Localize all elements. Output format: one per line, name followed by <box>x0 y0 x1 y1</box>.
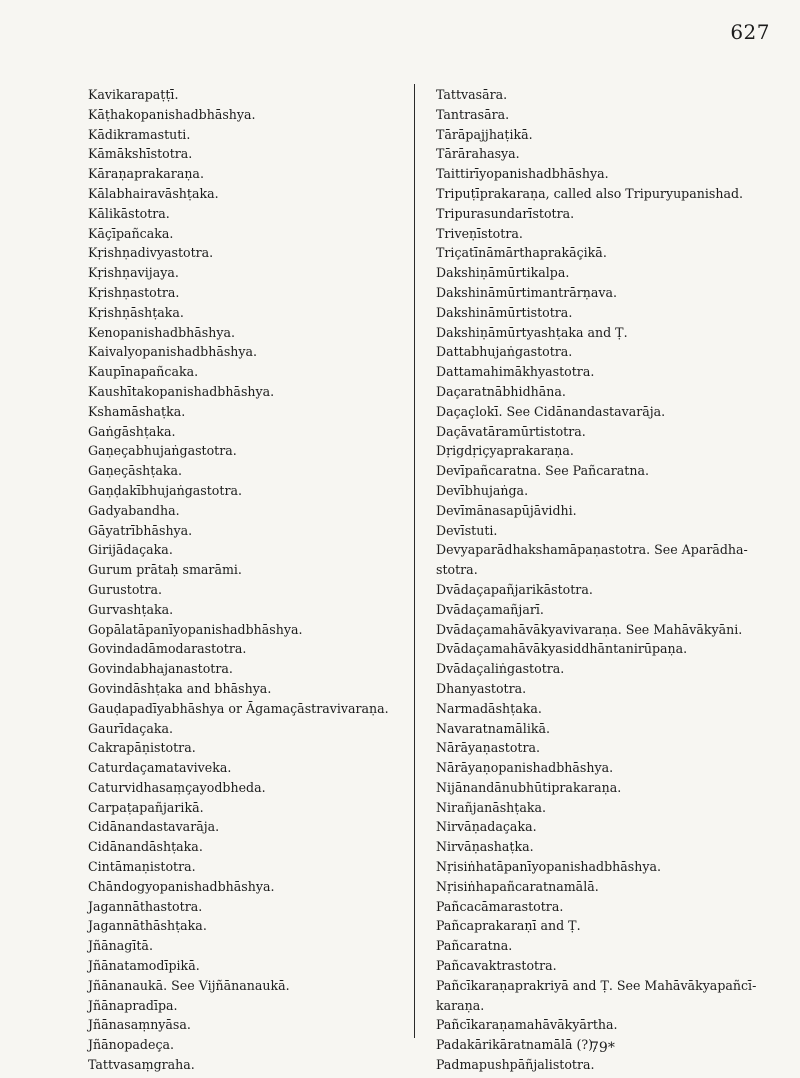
index-entry: Jñānanaukā. See Vijñānanaukā. <box>88 977 290 993</box>
index-entry: Taittirīyopanishadbhāshya. <box>436 166 609 182</box>
index-entry: Jñānagītā. <box>88 938 153 954</box>
index-entry: Gadyabandha. <box>88 502 180 518</box>
index-entry: Kaushītakopanishadbhāshya. <box>88 383 275 399</box>
index-entry: Kāmākshīstotra. <box>88 146 193 162</box>
index-entry: Devīstuti. <box>436 522 498 538</box>
index-entry: Jñānapradīpa. <box>88 997 178 1013</box>
index-entry: Dhanyastotra. <box>436 680 527 696</box>
index-entry: Tattvasāra. <box>436 87 508 102</box>
index-entry: Nārāyaṇastotra. <box>436 740 540 756</box>
index-entry: Kṛishṇastotra. <box>88 284 180 300</box>
index-entry: Devīpañcaratna. See Pañcaratna. <box>436 463 649 479</box>
signature-mark: 79* <box>590 1040 615 1056</box>
index-entry: Pañcīkaraṇamahāvākyārtha. <box>436 1017 618 1033</box>
index-entry: Daçaratnābhidhāna. <box>436 383 566 399</box>
index-entry: Pañcaprakaraṇī and Ṭ. <box>436 918 581 934</box>
index-entry: Kshamāshaṭka. <box>88 403 186 419</box>
index-entry: Jagannāthastotra. <box>88 898 203 914</box>
index-entry: Kṛishṇadivyastotra. <box>88 245 214 261</box>
index-entry: Cintāmaṇistotra. <box>88 859 196 875</box>
index-entry: Nijānandānubhūtiprakaraṇa. <box>436 779 622 795</box>
page-number: 627 <box>730 20 770 44</box>
index-entry: Dvādaçamahāvākyasiddhāntanirūpaṇa. <box>436 641 688 657</box>
index-entry: Gauḍapadīyabhāshya or Āgamaçāstravivaraṇa. <box>88 700 389 716</box>
index-entry: Daçaçlokī. See Cidānandastavarāja. <box>436 403 666 419</box>
index-entry: Kavikarapaṭṭī. <box>88 87 179 102</box>
index-entry: Dvādaçamañjarī. <box>436 601 544 617</box>
index-entry: Chāndogyopanishadbhāshya. <box>88 878 275 894</box>
index-entry: Caturdaçamataviveka. <box>88 760 232 776</box>
index-entry: Jagannāthāshṭaka. <box>88 918 207 934</box>
index-entry: Gaṇeçabhujaṅgastotra. <box>88 443 237 459</box>
index-entry: Navaratnamālikā. <box>436 720 551 736</box>
index-entry: Kenopanishadbhāshya. <box>88 324 235 340</box>
index-entry: Dakshiṇāmūrtikalpa. <box>436 265 570 281</box>
index-entry: Gopālatāpanīyopanishadbhāshya. <box>88 621 303 637</box>
index-entry: Carpaṭapañjarikā. <box>88 799 204 815</box>
index-entry: Pañcavaktrastotra. <box>436 958 557 974</box>
index-entry: Kāçīpañcaka. <box>88 225 174 241</box>
index-entry: Jñānasaṃnyāsa. <box>88 1017 191 1033</box>
index-entry: Nṛisiṅhapañcaratnamālā. <box>436 878 599 894</box>
index-entry: Gāyatrībhāshya. <box>88 522 193 538</box>
index-entry: Kādikramastuti. <box>88 126 191 142</box>
index-entry: Gurustotra. <box>88 581 163 597</box>
index-entry: Kaivalyopanishadbhāshya. <box>88 344 258 360</box>
index-entry: Cidānandāshṭaka. <box>88 839 203 855</box>
index-entry: Nirañjanāshṭaka. <box>436 799 547 815</box>
index-entry: Gaṇeçāshṭaka. <box>88 463 182 479</box>
right-column-list <box>436 85 788 1075</box>
index-entry: Cidānandastavarāja. <box>88 819 220 835</box>
index-entry: Govindabhajanastotra. <box>88 661 233 677</box>
index-entry: Jñānatamodīpikā. <box>88 958 200 974</box>
index-entry: Dakshināmūrtistotra. <box>436 304 573 320</box>
index-entry: Caturvidhasaṃçayodbheda. <box>88 779 266 795</box>
index-entry: Devībhujaṅga. <box>436 482 529 498</box>
index-entry: Nirvāṇashaṭka. <box>436 839 534 855</box>
index-entry: Govindāshṭaka and bhāshya. <box>88 680 272 696</box>
index-entry: Jñānopadeça. <box>88 1037 175 1053</box>
index-entry: Gaṇḍakībhujaṅgastotra. <box>88 482 242 498</box>
index-entry: Nārāyaṇopanishadbhāshya. <box>436 760 614 776</box>
index-entry: Daçāvatāramūrtistotra. <box>436 423 586 439</box>
index-entry: Govindadāmodarastotra. <box>88 641 247 657</box>
index-entry: Padakārikāratnamālā (?). <box>436 1037 598 1053</box>
index-entry: Narmadāshṭaka. <box>436 700 542 716</box>
index-entry: Dvādaçamahāvākyavivaraṇa. See Mahāvākyāni. <box>436 621 743 637</box>
index-entry: Dvādaçaliṅgastotra. <box>436 661 565 677</box>
index-entry: Pañcaratna. <box>436 938 513 954</box>
index-entry: Gurvashṭaka. <box>88 601 174 617</box>
index-entry: Gurum prātaḥ smarāmi. <box>88 562 242 578</box>
index-entry: Tantrasāra. <box>436 106 510 122</box>
index-entry: Nirvāṇadaçaka. <box>436 819 537 835</box>
index-entry: Girijādaçaka. <box>88 542 173 558</box>
index-entry: Dvādaçapañjarikāstotra. <box>436 581 593 597</box>
index-entry: Dattabhujaṅgastotra. <box>436 344 573 360</box>
index-entry: Kṛishṇavijaya. <box>88 265 179 281</box>
left-column-list <box>88 85 398 1075</box>
index-entry: Padmapushpāñjalistotra. <box>436 1057 595 1073</box>
index-entry: Pañcīkaraṇaprakriyā and Ṭ. See Mahāvākyapañcī- karaṇa. <box>436 977 757 1013</box>
index-entry: Devyaparādhakshamāpaṇastotra. See Aparādha- stotra. <box>436 542 748 578</box>
index-entry: Pañcacāmarastotra. <box>436 898 564 914</box>
index-entry: Kālabhairavāshṭaka. <box>88 185 219 201</box>
index-entry: Tattvasaṃgraha. <box>88 1057 195 1073</box>
index-entry: Nṛisiṅhatāpanīyopanishadbhāshya. <box>436 859 661 875</box>
index-entry: Tripurasundarīstotra. <box>436 205 575 221</box>
index-entry: Triveṇīstotra. <box>436 225 523 241</box>
index-entry: Kāṭhakopanishadbhāshya. <box>88 106 256 122</box>
index-entry: Dakshiṇāmūrtyashṭaka and Ṭ. <box>436 324 628 340</box>
column-divider <box>414 84 415 1038</box>
index-entry: Triçatīnāmārthaprakāçikā. <box>436 245 607 261</box>
index-entry: Tripuṭīprakaraṇa, called also Tripuryupanishad. <box>436 185 744 201</box>
index-entry: Tārāpajjhaṭikā. <box>436 126 533 142</box>
index-entry: Kālikāstotra. <box>88 205 170 221</box>
index-entry: Kaupīnapañcaka. <box>88 364 199 380</box>
index-entry: Kāraṇaprakaraṇa. <box>88 166 204 182</box>
index-entry: Dakshināmūrtimantrārṇava. <box>436 284 618 300</box>
index-entry: Kṛishṇāshṭaka. <box>88 304 184 320</box>
index-entry: Gaurīdaçaka. <box>88 720 174 736</box>
index-entry: Dattamahimākhyastotra. <box>436 364 595 380</box>
index-entry: Gaṅgāshṭaka. <box>88 423 176 439</box>
index-entry: Devīmānasapūjāvidhi. <box>436 502 577 518</box>
index-entry: Cakrapāṇistotra. <box>88 740 196 756</box>
index-entry: Tārārahasya. <box>436 146 520 162</box>
index-entry: Dṛigdṛiçyaprakaraṇa. <box>436 443 574 459</box>
